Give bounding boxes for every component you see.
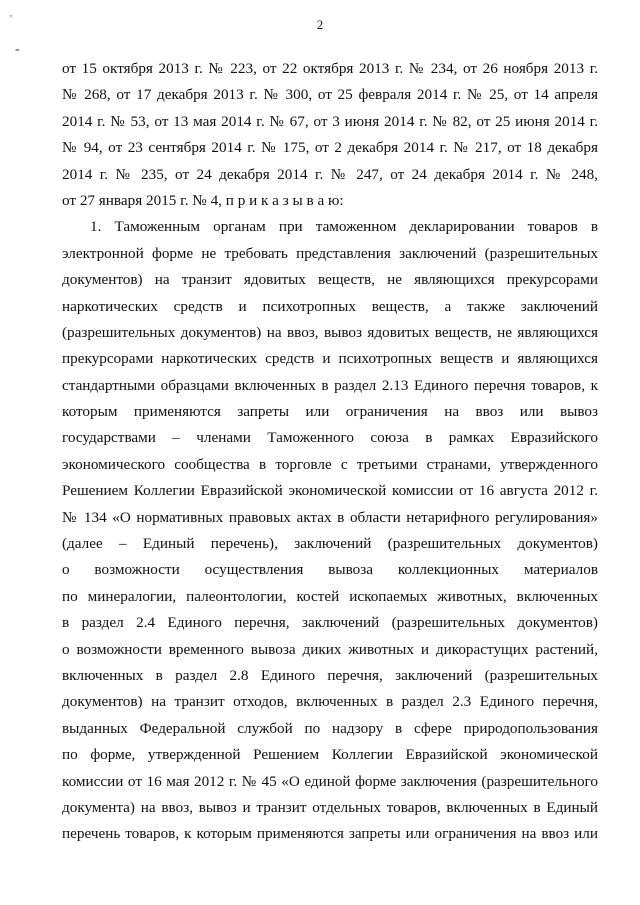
text-line: 2014 г. № 235, от 24 декабря 2014 г. № 247, от 24 декабря 2014 г. № 248,: [62, 165, 598, 183]
document-body: [62, 56, 598, 848]
text-line: выданных Федеральной службой по надзору в сфере природопользования: [62, 719, 598, 737]
text-line: о возможности осуществления вывоза коллекционных материалов: [62, 561, 598, 579]
text-line: по форме, утвержденной Решением Коллегии Евразийской экономической: [62, 746, 598, 764]
text-line: электронной форме не требовать представления заключений (разрешительных: [62, 244, 598, 262]
text-line: по минералогии, палеонтологии, костей ископаемых животных, включенных: [62, 587, 598, 605]
text-line: от 27 января 2015 г. № 4, п р и к а з ы в а ю:: [62, 191, 344, 209]
text-line: (далее – Единый перечень), заключений (разрешительных документов): [62, 535, 598, 553]
text-line: 2014 г. № 53, от 13 мая 2014 г. № 67, от 3 июня 2014 г. № 82, от 25 июня 2014 г.: [62, 112, 598, 130]
text-line: (разрешительных документов) на ввоз, вывоз ядовитых веществ, не являющихся: [62, 323, 598, 341]
text-line: № 134 «О нормативных правовых актах в области нетарифного регулирования»: [62, 508, 598, 526]
text-line: стандартными образцами включенных в раздел 2.13 Единого перечня товаров, к: [62, 376, 598, 394]
text-line: экономического сообщества в торговле с третьими странами, утвержденного: [62, 455, 598, 473]
paragraph-start-line: 1. Таможенным органам при таможенном декларировании товаров в: [90, 218, 598, 236]
text-line: прекурсорами наркотических средств и психотропных веществ и являющихся: [62, 350, 598, 368]
text-line: комиссии от 16 мая 2012 г. № 45 «О единой форме заключения (разрешительного: [62, 772, 598, 790]
text-line: наркотических средств и психотропных веществ, а также заключений: [62, 297, 598, 315]
text-line: документа) на ввоз, вывоз и транзит отдельных товаров, включенных в Единый: [62, 798, 598, 816]
page-number: 2: [316, 17, 324, 32]
text-line: документов) на транзит ядовитых веществ, не являющихся прекурсорами: [62, 271, 598, 289]
scan-mark: -: [15, 42, 20, 57]
text-line: включенных в раздел 2.8 Единого перечня, заключений (разрешительных: [62, 666, 598, 684]
text-line: Решением Коллегии Евразийской экономической комиссии от 16 августа 2012 г.: [62, 482, 598, 500]
text-line: государствами – членами Таможенного союза в рамках Евразийского: [62, 429, 598, 447]
text-line: о возможности временного вывоза диких животных и дикорастущих растений,: [62, 640, 598, 658]
text-line: документов) на транзит отходов, включенных в раздел 2.3 Единого перечня,: [62, 693, 598, 711]
text-line: перечень товаров, к которым применяются запреты или ограничения на ввоз или: [62, 825, 598, 843]
text-line: от 15 октября 2013 г. № 223, от 22 октября 2013 г. № 234, от 26 ноября 2013 г.: [62, 60, 598, 77]
text-line: которым применяются запреты или ограничения на ввоз или вывоз: [62, 403, 598, 421]
scan-mark-top: ': [10, 14, 12, 25]
text-line: № 94, от 23 сентября 2014 г. № 175, от 2 декабря 2014 г. № 217, от 18 декабря: [62, 139, 598, 157]
text-line: № 268, от 17 декабря 2013 г. № 300, от 25 февраля 2014 г. № 25, от 14 апреля: [62, 86, 598, 104]
text-line: в раздел 2.4 Единого перечня, заключений (разрешительных документов): [62, 614, 598, 632]
